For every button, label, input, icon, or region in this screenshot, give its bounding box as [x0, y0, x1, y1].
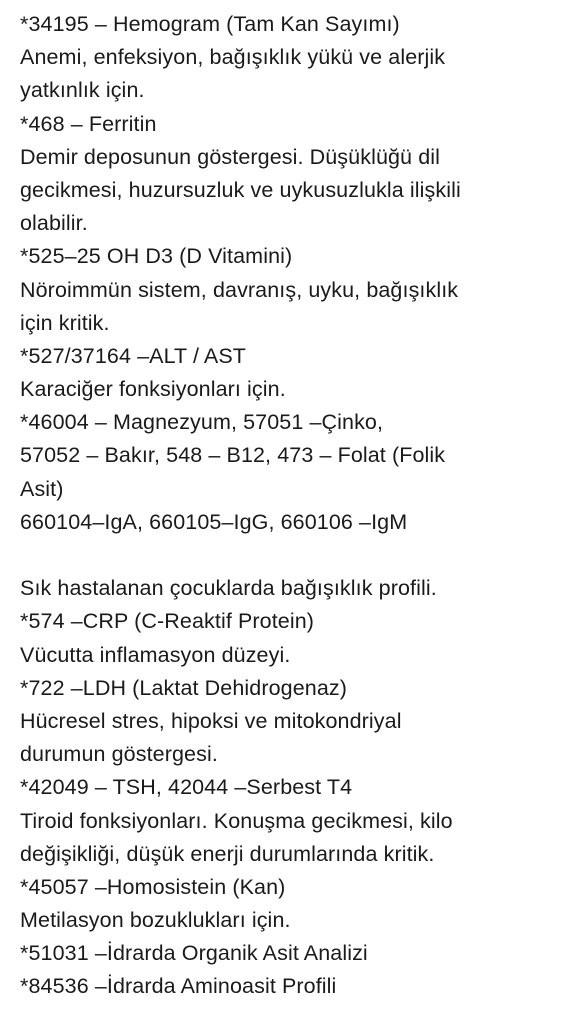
text-line: değişikliği, düşük enerji durumlarında kritik.: [20, 841, 435, 866]
message-text: [20, 8, 560, 1004]
blank-line: [20, 539, 560, 572]
text-line: 660104–IgA, 660105–IgG, 660106 –IgM: [20, 509, 408, 534]
text-line: gecikmesi, huzursuzluk ve uykusuzlukla ilişkili: [20, 177, 461, 202]
text-line: 57052 – Bakır, 548 – B12, 473 – Folat (Folik: [20, 443, 446, 468]
text-line: Karaciğer fonksiyonları için.: [20, 377, 286, 402]
text-line: Nöroimmün sistem, davranış, uyku, bağışıklık: [20, 277, 459, 302]
text-line: *527/37164 –ALT / AST: [20, 343, 247, 368]
text-line: Demir deposunun göstergesi. Düşüklüğü dil: [20, 144, 441, 169]
text-line: *525–25 OH D3 (D Vitamini): [20, 244, 293, 269]
text-line: olabilir.: [20, 211, 88, 236]
text-line: Sık hastalanan çocuklarda bağışıklık profili.: [20, 576, 437, 601]
text-line: *84536 –İdrarda Aminoasit Profili: [20, 974, 337, 999]
text-line: *722 –LDH (Laktat Dehidrogenaz): [20, 675, 347, 700]
text-line: *51031 –İdrarda Organik Asit Analizi: [20, 941, 368, 966]
text-line: *42049 – TSH, 42044 –Serbest T4: [20, 775, 353, 800]
text-line: yatkınlık için.: [20, 78, 145, 103]
text-line: *574 –CRP (C-Reaktif Protein): [20, 609, 315, 634]
text-line: Vücutta inflamasyon düzeyi.: [20, 642, 291, 667]
text-line: Hücresel stres, hipoksi ve mitokondriyal: [20, 708, 402, 733]
text-line: Anemi, enfeksiyon, bağışıklık yükü ve alerjik: [20, 45, 446, 70]
text-line: Asit): [20, 476, 64, 501]
text-line: Metilasyon bozuklukları için.: [20, 908, 291, 933]
text-line: *46004 – Magnezyum, 57051 –Çinko,: [20, 410, 384, 435]
text-line: *34195 – Hemogram (Tam Kan Sayımı): [20, 12, 400, 36]
text-line: Tiroid fonksiyonları. Konuşma gecikmesi, kilo: [20, 808, 453, 833]
text-line: durumun göstergesi.: [20, 742, 218, 767]
text-line: için kritik.: [20, 310, 110, 335]
text-line: *468 – Ferritin: [20, 111, 157, 136]
text-line: *45057 –Homosistein (Kan): [20, 874, 286, 899]
